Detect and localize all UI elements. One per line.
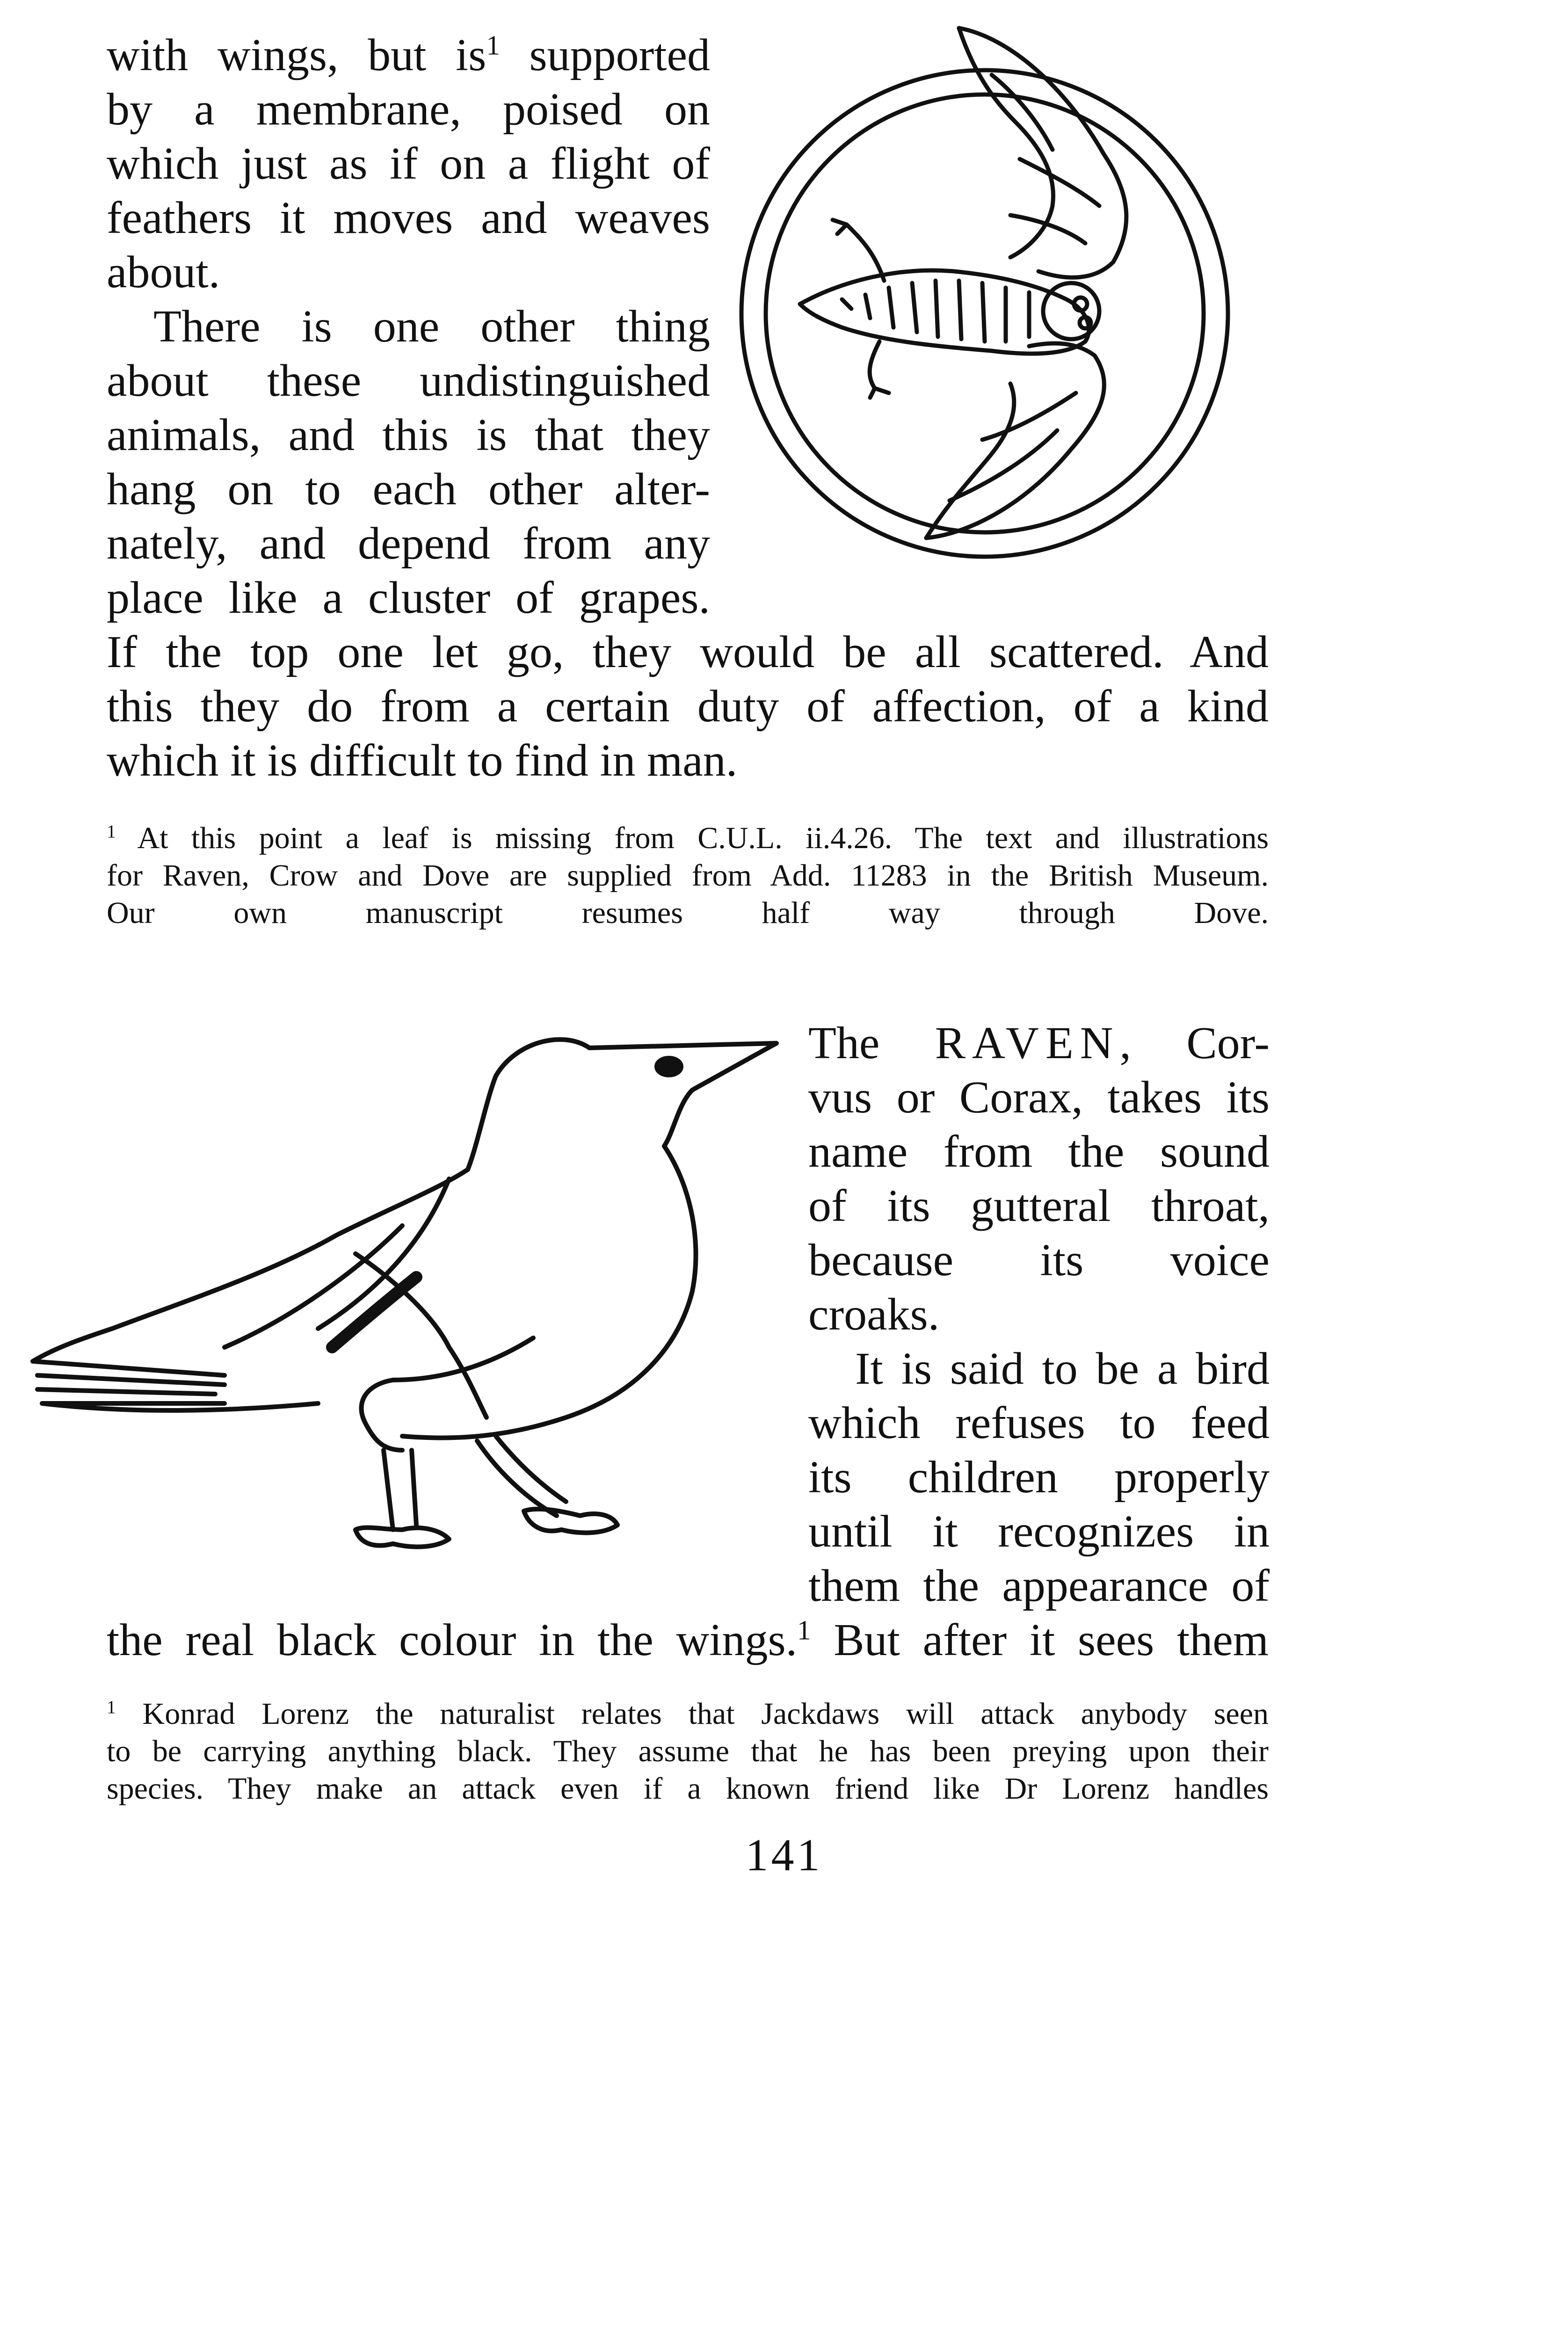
footnote-line: species. They make an attack even if a known friend like Dr Lorenz handles [107,1772,1269,1806]
footnote-ref: 1 [486,30,500,61]
text-line: this they do from a certain duty of affection, of a kind [107,681,1269,732]
text-line: which refuses to feed [808,1398,1270,1448]
text-line: which it is difficult to find in man. [107,735,738,786]
text-line: until it recognizes in [808,1506,1270,1557]
footnote-ref: 1 [797,1615,811,1646]
raven-illustration [28,992,795,1581]
text-line: because its voice [808,1235,1270,1286]
text-line: about these undistinguished [107,356,710,406]
text-line: There is one other thing [153,301,710,352]
bat-illustration [730,19,1240,594]
text-line: hang on to each other alter- [107,464,710,515]
footnote-line: for Raven, Crow and Dove are supplied from Add. 11283 in the British Museum. [107,858,1269,893]
text-line: of its gutteral throat, [808,1181,1270,1231]
footnote-line: Our own manuscript resumes half way through Dove. [107,896,1269,930]
text-line: croaks. [808,1289,940,1340]
text-line: name from the sound [808,1126,1270,1177]
text-line: vus or Corax, takes its [808,1072,1270,1123]
text-line: animals, and this is that they [107,410,710,460]
text-line: with wings, but $is^1$ supported [107,30,710,80]
footnote-marker: 1 [107,1697,116,1717]
footnote-line: to be carrying anything black. They assume that he has been preying upon their [107,1734,1269,1768]
text-line: The RAVEN, Cor- [808,1018,1270,1068]
text-line: which just as if on a flight of [107,138,710,189]
footnote-line: $^1$ Konrad Lorenz the naturalist relates that Jackdaws will attack anybody seen [107,1697,1269,1731]
text-line: by a membrane, poised on [107,84,710,135]
text-line: If the top one let go, they would be all scattered. And [107,627,1269,677]
page-number: 141 [745,1830,823,1881]
text-line: It is said to be a bird [855,1344,1270,1394]
footnote-line: $^1$ At this point a leaf is missing from C.U.L. ii.4.26. The text and illustrations [107,821,1269,855]
text-line: about. [107,247,220,298]
footnote-marker: 1 [107,821,116,842]
text-line: place like a cluster of grapes. [107,573,710,623]
text-line: its children properly [808,1452,1270,1503]
text-line: nately, and depend from any [107,518,710,569]
text-line: feathers it moves and weaves [107,193,710,243]
text-line: the real black colour in the wings.$^1$ But after it sees them [107,1615,1269,1665]
text-line: them the appearance of [808,1561,1270,1611]
raven-name: RAVEN [935,1018,1120,1068]
